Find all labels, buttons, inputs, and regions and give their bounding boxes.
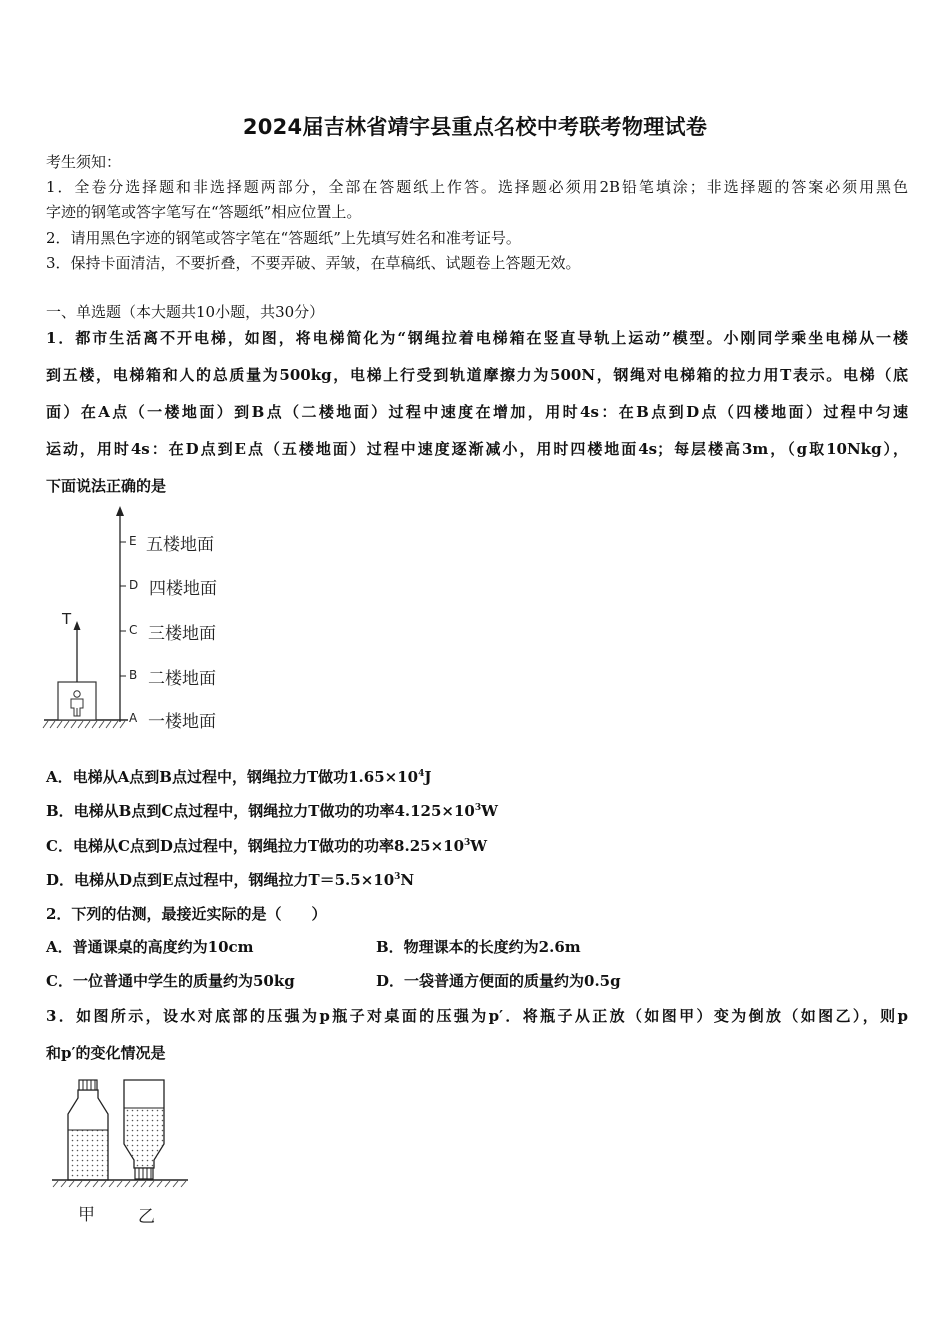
q1-option-c-exp: 3: [464, 838, 471, 848]
q1-option-b-unit: W: [481, 802, 498, 820]
floor-e-label: 五楼地面: [146, 535, 214, 555]
q1-option-d-exp: 3: [394, 872, 401, 882]
notice-heading: 考生须知：: [46, 153, 122, 171]
floor-e-letter: E: [129, 534, 137, 548]
bottle-diagram: [46, 1074, 226, 1204]
q2-option-a[interactable]: A．普通课桌的高度约为10cm: [46, 938, 254, 956]
q1-option-a-exp: 4: [418, 769, 425, 779]
q3-stem-line-1: 3．如图所示，设水对底部的压强为p瓶子对桌面的压强为p′．将瓶子从正放（如图甲）变为倒放（如图乙），则p: [46, 1007, 908, 1025]
q2-option-d[interactable]: D．一袋普通方便面的质量约为0.5g: [376, 972, 621, 990]
floor-a-label: 一楼地面: [148, 712, 216, 732]
q2-stem: 2．下列的估测，最接近实际的是（ ）: [46, 905, 327, 923]
q1-stem-line-1: 1．都市生活离不开电梯，如图，将电梯简化为“钢绳拉着电梯箱在竖直导轨上运动”模型。小刚同学乘坐电梯从一楼: [46, 329, 908, 347]
q3-stem-line-2: 和p′的变化情况是: [46, 1044, 166, 1062]
q2-option-c[interactable]: C．一位普通中学生的质量约为50kg: [46, 972, 295, 990]
q1-option-d[interactable]: [46, 870, 414, 890]
q2-option-b[interactable]: B．物理课本的长度约为2.6m: [376, 938, 581, 956]
tension-label: T: [62, 610, 72, 628]
q1-option-d-unit: N: [400, 871, 415, 889]
floor-d-label: 四楼地面: [149, 579, 217, 599]
bottle-figure: [46, 1074, 226, 1234]
q1-option-b-exp: 3: [474, 803, 482, 813]
q1-stem-line-4: 运动，用时4s：在D点到E点（五楼地面）过程中速度逐渐减小，用时四楼地面4s；每层楼高3m，（g取10Nkg），: [46, 440, 908, 458]
q1-stem-line-3: 面）在A点（一楼地面）到B点（二楼地面）过程中速度在增加，用时4s：在B点到D点（四楼地面）过程中匀速: [46, 403, 908, 421]
q1-stem-line-5: 下面说法正确的是: [46, 477, 167, 495]
floor-a-letter: A: [129, 711, 138, 725]
q1-option-b[interactable]: [46, 801, 498, 821]
section-heading: 一、单选题（本大题共10小题，共30分）: [46, 303, 325, 321]
q1-option-a[interactable]: [46, 767, 431, 787]
notice-line-2: 字迹的钢笔或答字笔写在“答题纸”相应位置上。: [46, 203, 362, 221]
floor-b-letter: B: [129, 668, 138, 682]
q1-option-c-text: C．电梯从C点到D点过程中，钢绳拉力T做功的功率8.25×10: [46, 837, 465, 855]
q1-option-c-unit: W: [470, 837, 488, 855]
bottle-label-jia: 甲: [78, 1205, 95, 1225]
floor-c-letter: C: [129, 623, 138, 637]
floor-c-label: 三楼地面: [148, 624, 216, 644]
q1-option-c[interactable]: [46, 836, 487, 856]
q1-stem-line-2: 到五楼，电梯箱和人的总质量为500kg，电梯上行受到轨道摩擦力为500N，钢绳对电梯箱的拉力用T表示。电梯（底: [46, 366, 908, 384]
q1-option-a-unit: J: [424, 768, 432, 786]
floor-d-letter: D: [129, 578, 139, 592]
elevator-figure: [40, 500, 280, 740]
q1-option-a-text: A．电梯从A点到B点过程中，钢绳拉力T做功1.65×10: [46, 768, 419, 786]
notice-line-4: 3．保持卡面清洁，不要折叠，不要弄破、弄皱，在草稿纸、试题卷上答题无效。: [46, 254, 581, 272]
floor-b-label: 二楼地面: [148, 669, 216, 689]
bottle-label-yi: 乙: [138, 1207, 155, 1227]
q1-option-b-text: B．电梯从B点到C点过程中，钢绳拉力T做功的功率4.125×10: [46, 802, 475, 820]
notice-line-3: 2．请用黑色字迹的钢笔或答字笔在“答题纸”上先填写姓名和准考证号。: [46, 229, 521, 247]
q1-option-d-text: D．电梯从D点到E点过程中，钢绳拉力T＝5.5×10: [46, 871, 395, 889]
notice-line-1: 1．全卷分选择题和非选择题两部分，全部在答题纸上作答。选择题必须用2B铅笔填涂；非选择题的答案必须用黑色: [46, 178, 908, 196]
page-title: 2024届吉林省靖宇县重点名校中考联考物理试卷: [242, 115, 708, 139]
